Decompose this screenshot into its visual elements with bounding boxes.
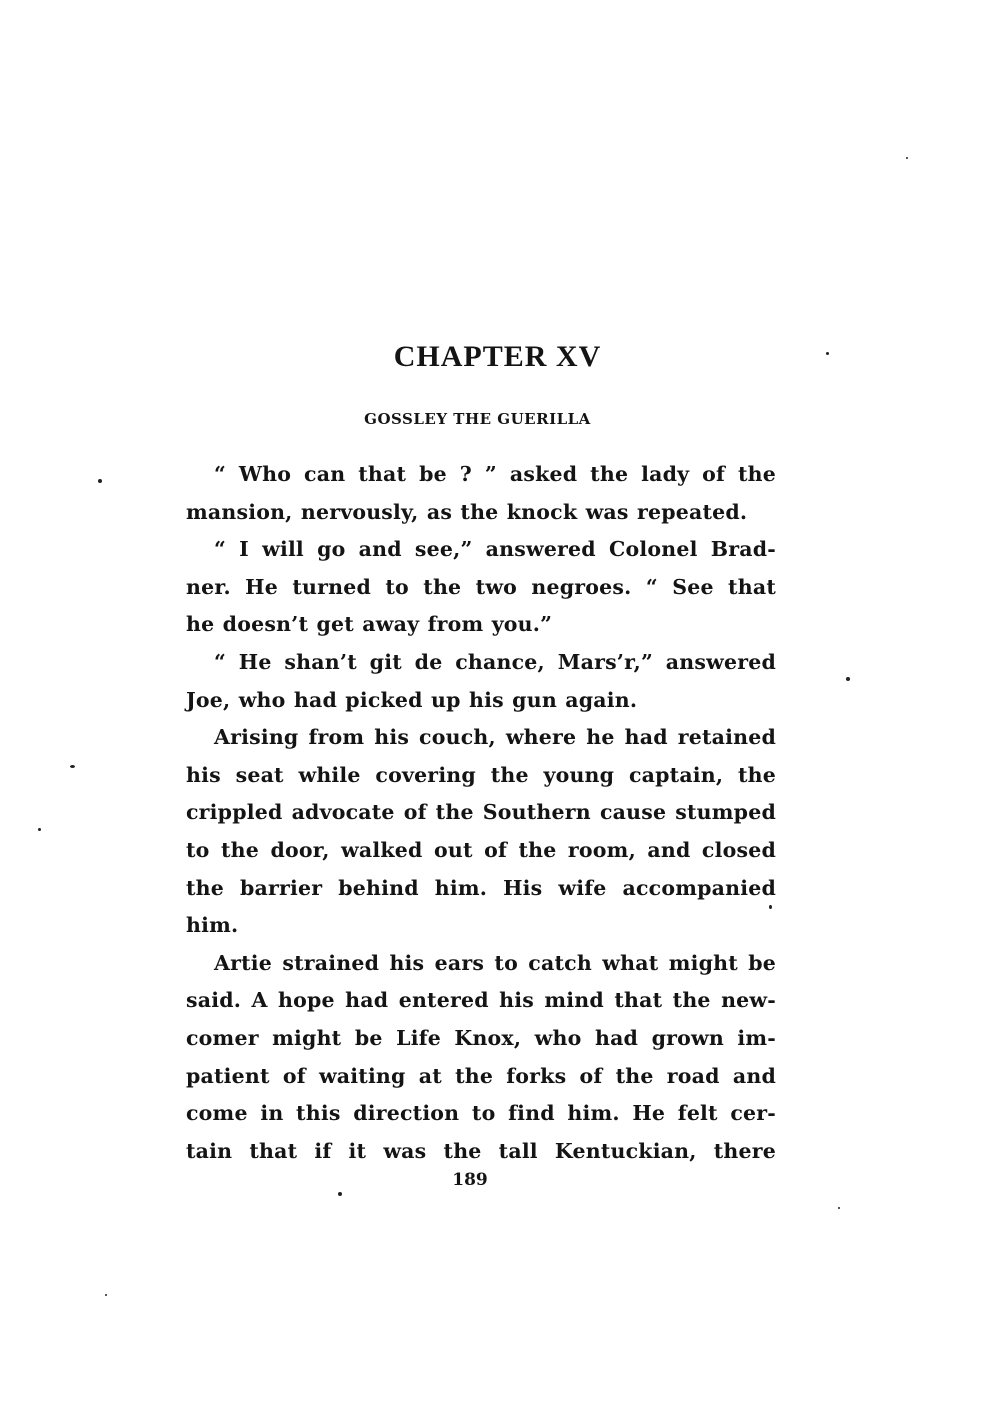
text-line: he doesn’t get away from you.” xyxy=(186,612,553,637)
paragraph xyxy=(186,719,776,945)
scan-speck xyxy=(338,1192,342,1196)
text-line: “ He shan’t git de chance, Mars’r,” answered xyxy=(214,649,776,674)
scan-speck xyxy=(98,479,102,483)
chapter-body xyxy=(186,456,776,1170)
scan-speck xyxy=(769,905,772,909)
scan-speck xyxy=(826,352,829,355)
paragraph xyxy=(186,644,776,719)
text-line: Arising from his couch, where he had retained xyxy=(214,725,776,750)
text-line: said. A hope had entered his mind that the new- xyxy=(186,988,776,1013)
scan-speck xyxy=(906,157,908,159)
scan-speck xyxy=(838,1207,840,1209)
text-line: comer might be Life Knox, who had grown im- xyxy=(186,1025,776,1050)
scan-speck xyxy=(105,1294,107,1296)
text-line: tain that if it was the tall Kentuckian, there xyxy=(186,1138,776,1163)
scan-speck xyxy=(38,828,41,831)
paragraph xyxy=(186,945,776,1171)
text-line: crippled advocate of the Southern cause stumped xyxy=(186,800,776,825)
page-number: 189 xyxy=(452,1170,488,1190)
paragraph xyxy=(186,531,776,644)
text-line: to the door, walked out of the room, and closed xyxy=(186,837,776,862)
text-line: Artie strained his ears to catch what might be xyxy=(214,950,776,975)
text-line: the barrier behind him. His wife accompanied xyxy=(186,875,776,900)
text-line: “ Who can that be ? ” asked the lady of the xyxy=(214,462,776,486)
scan-speck xyxy=(70,765,75,768)
text-line: his seat while covering the young captain, the xyxy=(186,762,776,787)
text-line: mansion, nervously, as the knock was repeated. xyxy=(186,499,748,524)
text-line: “ I will go and see,” answered Colonel Brad- xyxy=(214,537,776,562)
chapter-heading: CHAPTER XV xyxy=(393,340,602,373)
chapter-subtitle: GOSSLEY THE GUERILLA xyxy=(364,410,591,428)
text-line: ner. He turned to the two negroes. “ See that xyxy=(186,574,776,599)
scan-speck xyxy=(846,677,850,681)
text-line: him. xyxy=(186,913,239,938)
text-line: patient of waiting at the forks of the road and xyxy=(186,1063,776,1088)
paragraph xyxy=(186,456,776,531)
text-line: come in this direction to find him. He felt cer- xyxy=(186,1101,776,1126)
text-line: Joe, who had picked up his gun again. xyxy=(186,687,638,712)
